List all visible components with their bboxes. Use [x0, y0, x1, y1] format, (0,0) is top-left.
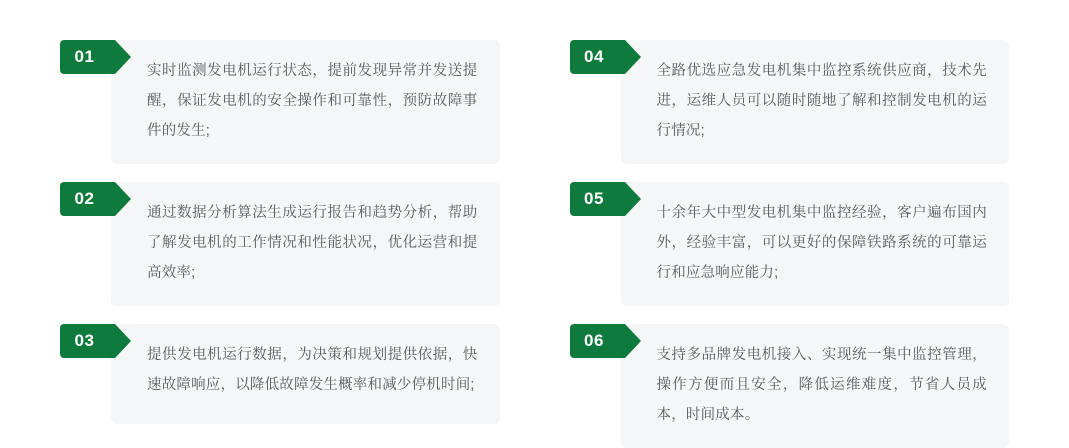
feature-text: 全路优选应急发电机集中监控系统供应商，技术先进，运维人员可以随时随地了解和控制发电机的运行情况;: [656, 63, 987, 139]
feature-text: 提供发电机运行数据，为决策和规划提供依据，快速故障响应，以降低故障发生概率和减少停机时间;: [147, 347, 478, 393]
feature-text: 通过数据分析算法生成运行报告和趋势分析，帮助了解发电机的工作情况和性能状况，优化运营和提高效率;: [147, 205, 478, 281]
feature-number-badge: 06: [570, 324, 625, 358]
feature-panel: [111, 324, 500, 424]
feature-item-06: [570, 324, 1010, 448]
feature-panel: [621, 40, 1010, 164]
feature-item-05: [570, 182, 1010, 306]
feature-number-badge: 05: [570, 182, 625, 216]
feature-number-badge: 04: [570, 40, 625, 74]
feature-item-03: [60, 324, 500, 448]
feature-text: 十余年大中型发电机集中监控经验，客户遍布国内外，经验丰富，可以更好的保障铁路系统的可靠运行和应急响应能力;: [656, 205, 987, 281]
feature-number-badge: 01: [60, 40, 115, 74]
feature-panel: [621, 324, 1010, 448]
feature-item-01: [60, 40, 500, 164]
feature-panel: [111, 182, 500, 306]
features-grid: [60, 40, 1009, 448]
feature-text: 实时监测发电机运行状态，提前发现异常并发送提醒，保证发电机的安全操作和可靠性，预防故障事件的发生;: [147, 63, 478, 139]
feature-text: 支持多品牌发电机接入、实现统一集中监控管理，操作方便而且安全，降低运维难度，节省人员成本，时间成本。: [656, 347, 987, 423]
feature-panel: [111, 40, 500, 164]
feature-number-badge: 02: [60, 182, 115, 216]
feature-panel: [621, 182, 1010, 306]
feature-number-badge: 03: [60, 324, 115, 358]
feature-item-04: [570, 40, 1010, 164]
feature-item-02: [60, 182, 500, 306]
